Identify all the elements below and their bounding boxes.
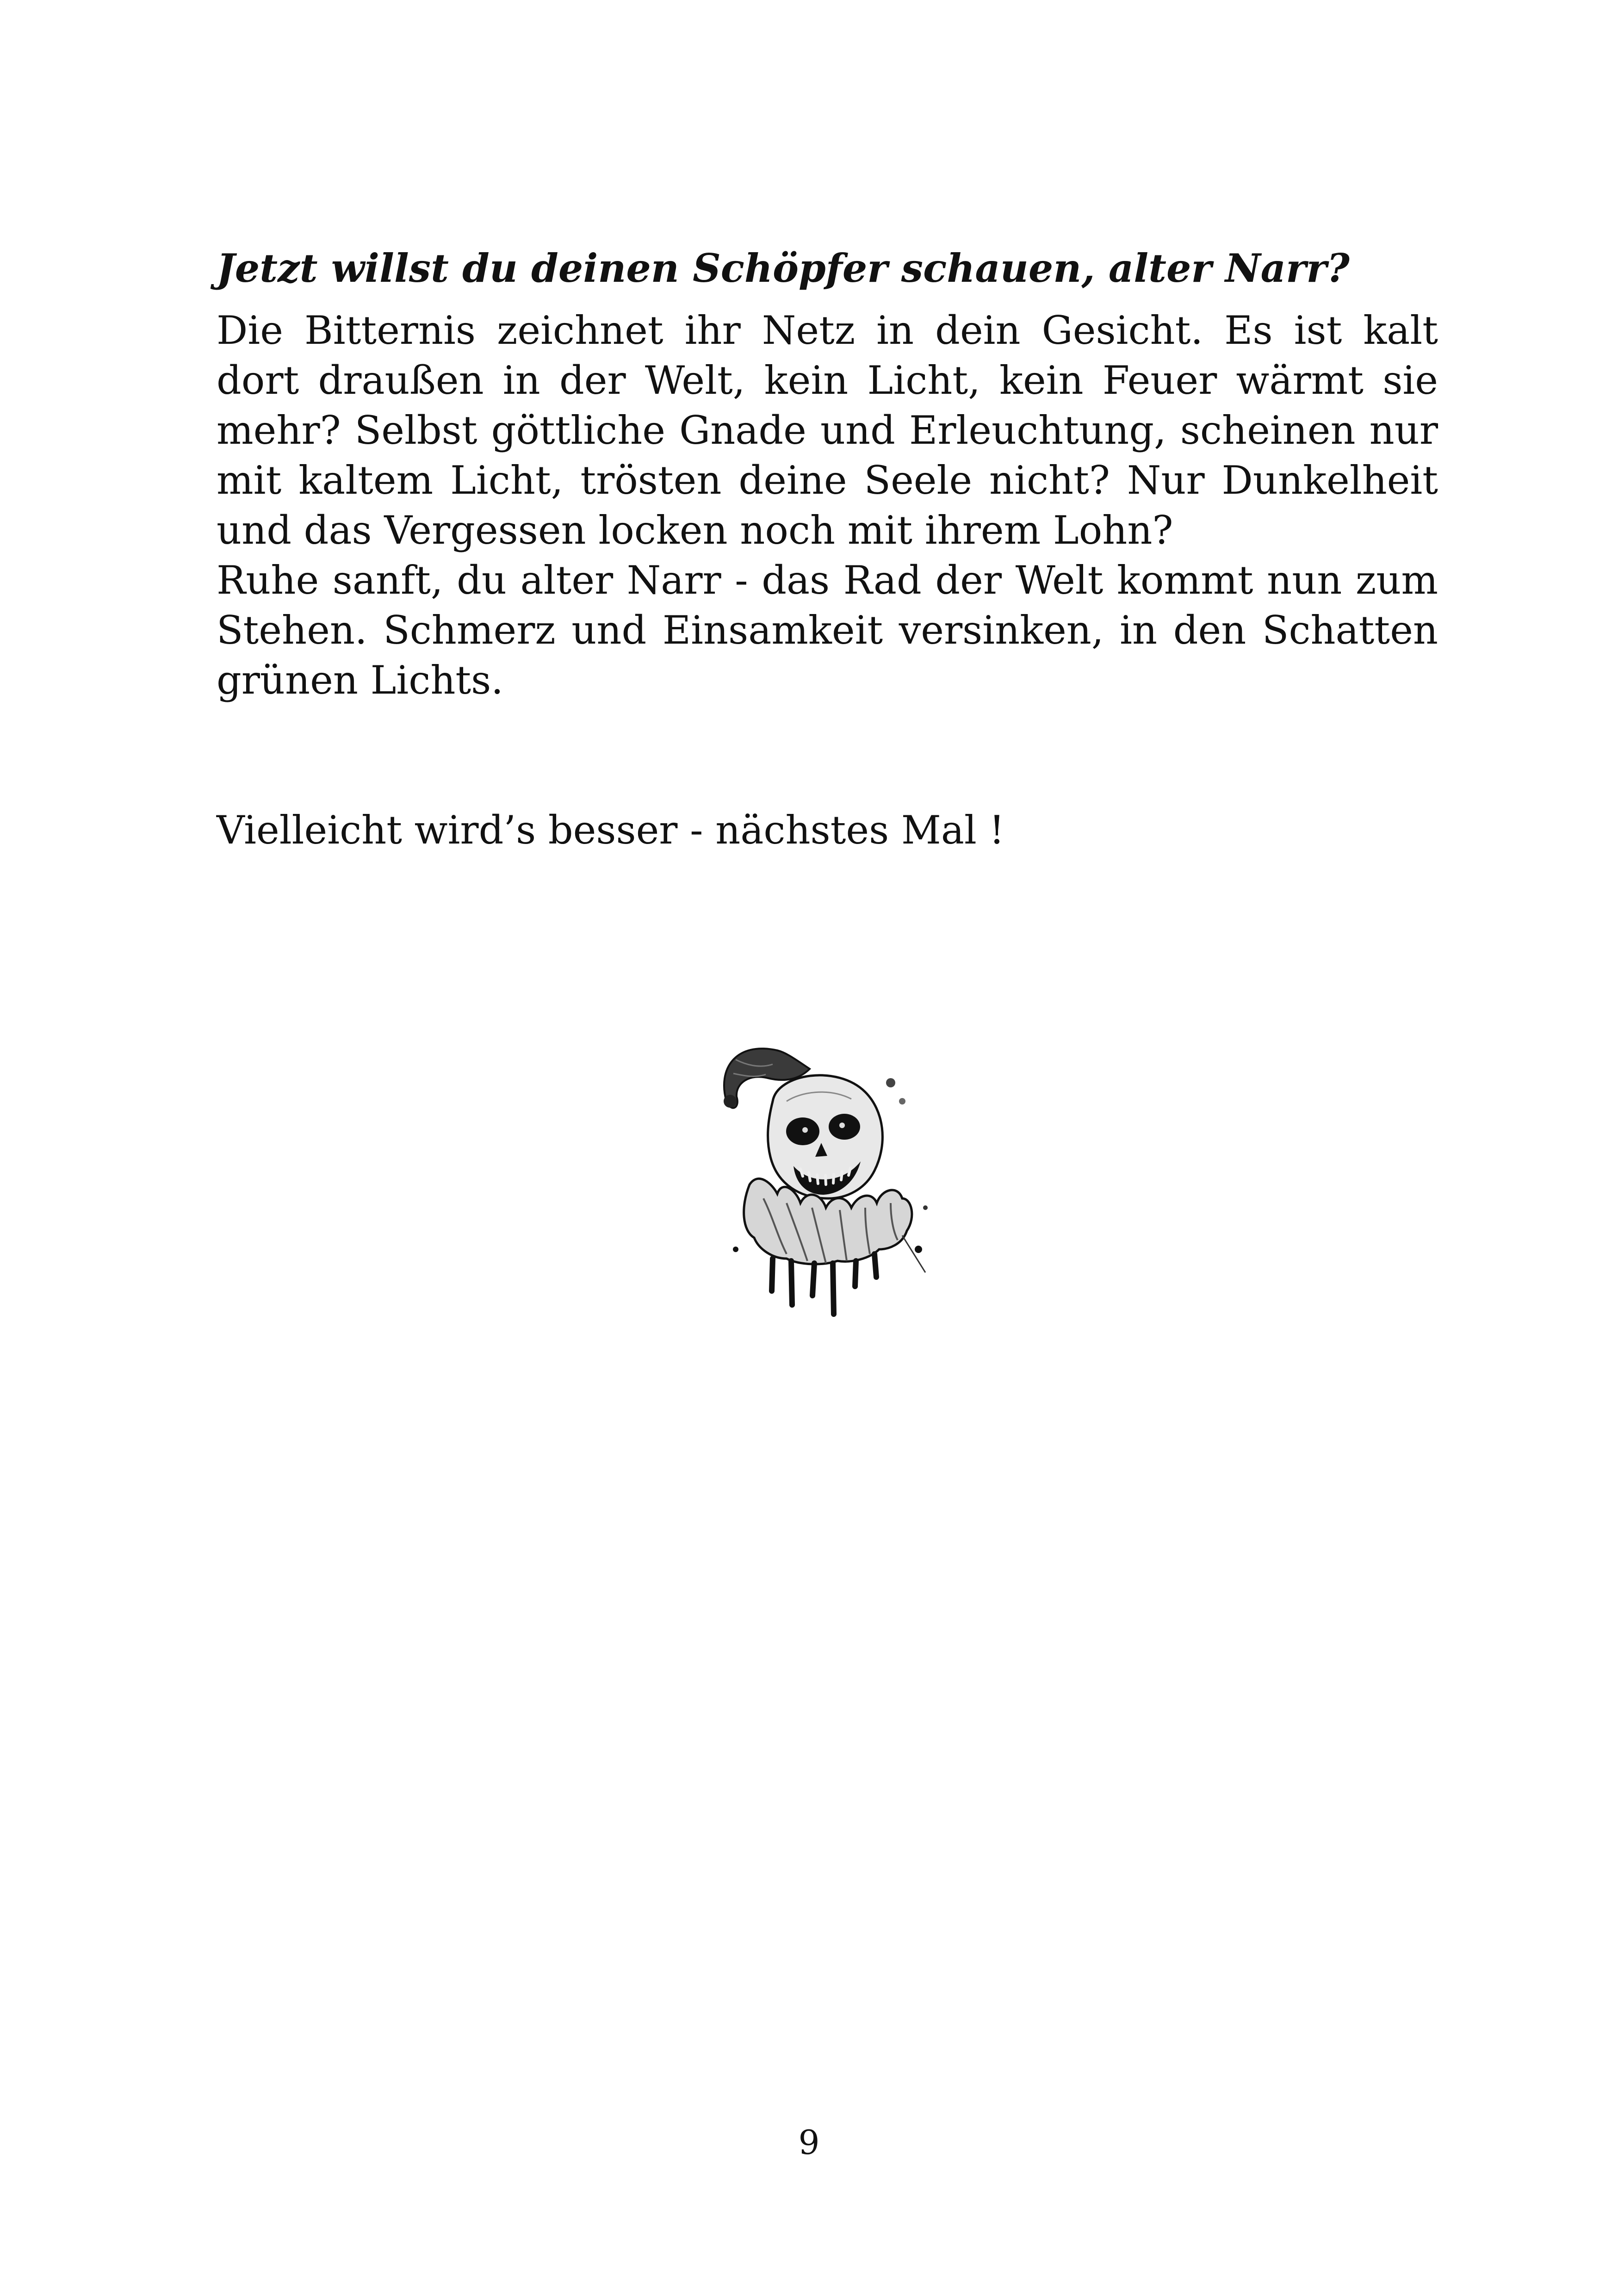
paragraph-1: Die Bitternis zeichnet ihr Netz in dein Gesicht. Es ist kalt dort draußen in der Welt, kein Licht, kein Feuer wärmt sie mehr? Selbst göttliche Gnade und Erleuchtung, scheinen nur mit kaltem Licht, trösten deine Seele nicht? Nur Dunkelheit und das Vergessen locken noch mit ihrem Lohn? [217,308,1438,553]
page-number: 9 [798,2123,820,2162]
paragraph-2: Ruhe sanft, du alter Narr - das Rad der Welt kommt nun zum Stehen. Schmerz und Einsamkeit versinken, in den Schatten grünen Lichts. [217,558,1438,703]
page-heading: Jetzt willst du deinen Schöpfer schauen, alter Narr? [217,245,1350,291]
text-block [217,241,1438,705]
jester-skull-icon [708,1032,948,1319]
signoff-line: Vielleicht wird’s besser - nächstes Mal ! [217,807,1005,853]
